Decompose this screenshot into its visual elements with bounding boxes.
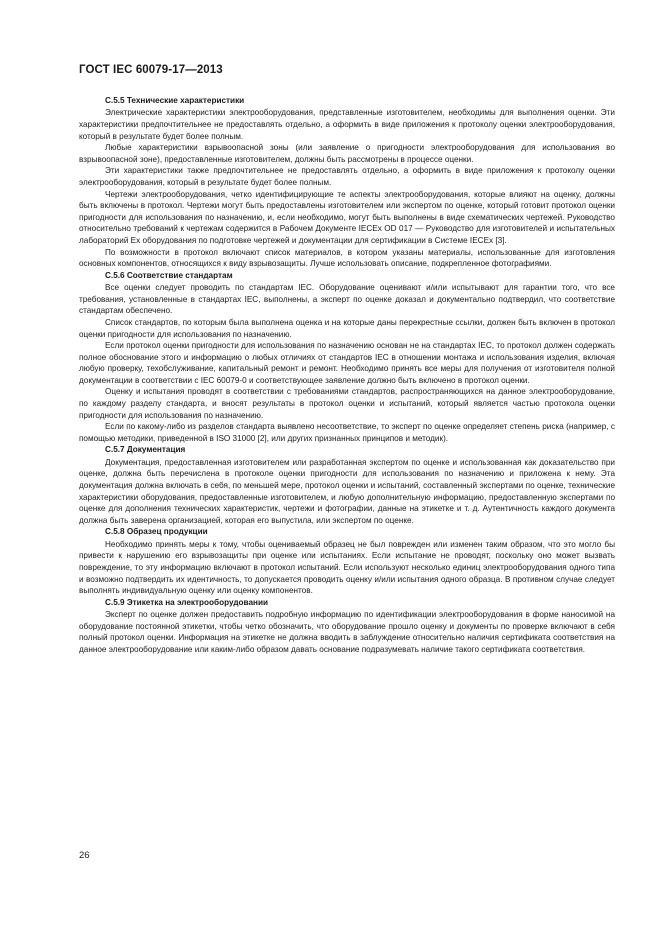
paragraph: Если протокол оценки пригодности для использования по назначению основан не на стандартах IEC, то протокол должен содержать полное обоснование этого и информацию о любых отличиях от стандартов IEC в отношении монтажа и использования изделия, включая любую проверку, техобслуживание, капитальный ремонт и ремонт. Необходимо принять все меры для получения от изготовителя полной документации в соответствии с IEC 60079-0 и соответствующее заявление должно быть включено в протокол оценки. xyxy=(79,341,615,385)
document-body xyxy=(79,95,615,656)
paragraph: Эксперт по оценке должен предоставить подробную информацию по идентификации электрооборудования в форме наносимой на оборудование постоянной этикетки, чтобы четко обозначить, что оборудование прошло оценку и документы по проверке включают в себя полный протокол оценки. Информация на этикетке не должна вводить в заблуждение относительно наличия сертификата соответствия на данное электрооборудование или каким-либо образом давать основание подразумевать наличие такого сертификата соответствия. xyxy=(79,610,615,654)
paragraph: Эти характеристики также предпочтительнее не предоставлять отдельно, а оформить в виде приложения к протоколу оценки электрооборудования, который в результате будет более полным. xyxy=(79,166,615,187)
page-number: 26 xyxy=(79,850,90,861)
paragraph: Чертежи электрооборудования, четко идентифицирующие те аспекты электрооборудования, которые влияют на оценку, должны быть включены в протокол. Чертежи могут быть предоставлены изготовителем или экспертом по оценке, который готовит протокол оценки пригодности для использования по назначению, и, если необходимо, могут быть выполнены в виде схематических чертежей. Руководство относительно требований к чертежам содержится в Рабочем Документе IECEx OD 017 — Руководство для изготовителей и испытательных лабораторий Ex оборудования по подготовке чертежей и документации для сертификации в Системе IECEx [3]. xyxy=(79,189,615,245)
section-heading-c59: C.5.9 Этикетка на электрооборудовании xyxy=(105,597,269,607)
paragraph: По возможности в протокол включают список материалов, в котором указаны материалы, использованные для изготовления основных компонентов, относящихся к виду взрывозащиты. Лучше использовать описание, подкрепленное фотографиями. xyxy=(79,247,615,269)
paragraph: Все оценки следует проводить по стандартам IEC. Оборудование оценивают и/или испытывают для гарантии того, что все требования, установленные в стандартах IEC, выполнены, а эксперт по оценке доказал и документально подтвердил, что соответствие стандартам обеспечено. xyxy=(79,283,615,316)
paragraph: Документация, предоставленная изготовителем или разработанная экспертом по оценке и использованная как доказательство при оценке, должна быть перечислена в протоколе оценки пригодности для использования по назначению и приложена к нему. Эта документация должна включать в себя, по меньшей мере, протокол оценки и испытаний, составленный экспертами по оценке, технические характеристики оборудования, предоставленные изготовителем, и любую дополнительную информацию, предоставленную экспертами по оценке для дополнения технических характеристик, чертежи и фотографии, данные на этикетке и т. д. Аутентичность каждого документа должна быть заверена организацией, которая его выпустила, или экспертом по оценке. xyxy=(79,457,615,525)
section-heading-c58: C.5.8 Образец продукции xyxy=(105,527,208,537)
section-heading-c55: C.5.5 Технические характеристики xyxy=(105,96,245,105)
document-header: ГОСТ IEC 60079-17—2013 xyxy=(79,64,223,76)
paragraph: Список стандартов, по которым была выполнена оценка и на которые даны перекрестные ссылки, должен быть включен в протокол оценки пригодности для использования по назначению. xyxy=(79,317,615,339)
paragraph: Необходимо принять меры к тому, чтобы оцениваемый образец не был поврежден или изменен таким образом, что это могло бы привести к нарушению его взрывозащиты при оценке или испытаниях. Если испытание не проводят, поскольку оно может вызвать повреждение, то эту информацию включают в протокол испытаний. Если используют несколько единиц электрооборудования одного типа и возможно подтвердить их идентичность, то допускается проводить оценку и/или испытания одного образца. В противном случае следует выполнять индивидуальную оценку или оценку компонентов. xyxy=(79,539,615,596)
paragraph: Электрические характеристики электрооборудования, представленные изготовителем, необходимы для выполнения оценки. Эти характеристики предпочтительнее не предоставлять отдельно, а оформить в виде приложения к протоколу оценки электрооборудования, который в результате будет более полным. xyxy=(79,108,615,141)
paragraph: Оценку и испытания проводят в соответствии с требованиями стандартов, распространяющихся на данное электрооборудование, по каждому разделу стандарта, и вносят результаты в протокол оценки и испытаний, который является частью протокола оценки пригодности для использования по назначению. xyxy=(79,387,615,420)
paragraph: Любые характеристики взрывоопасной зоны (или заявление о пригодности электрооборудования для использования во взрывоопасной зоне), предоставленные изготовителем, должны быть рассмотрены в процессе оценки. xyxy=(79,143,615,164)
section-heading-c56: C.5.6 Соответствие стандартам xyxy=(105,270,233,280)
paragraph: Если по какому-либо из разделов стандарта выявлено несоответствие, то эксперт по оценке определяет степень риска (например, с помощью методики, приведенной в ISO 31000 [2], или других признанных принципов и методик). xyxy=(79,422,615,443)
section-heading-c57: C.5.7 Документация xyxy=(105,445,186,455)
